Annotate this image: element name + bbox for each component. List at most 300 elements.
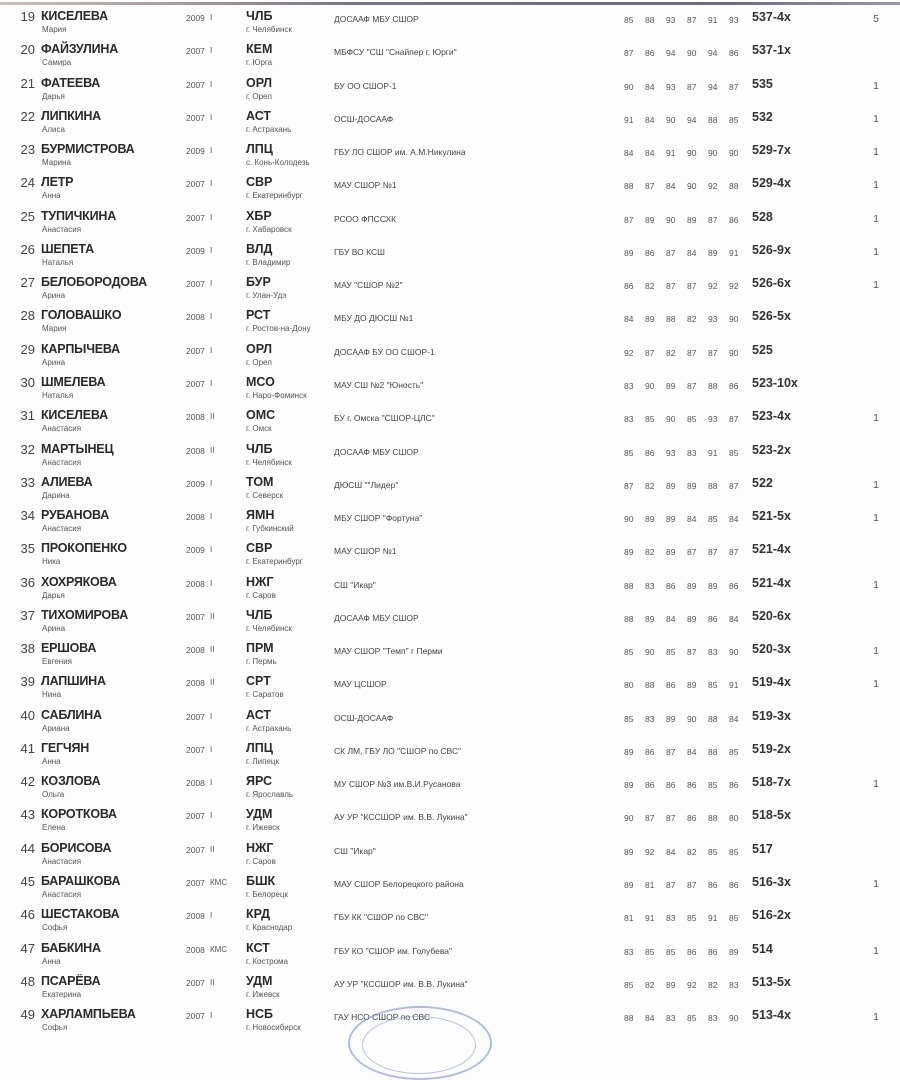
- total-score: 535: [752, 76, 773, 91]
- club-name: ДЮСШ ""Лидер": [334, 479, 399, 490]
- region-code: ВЛД: [246, 241, 273, 256]
- region-code: ОРЛ: [246, 75, 273, 90]
- region-code: БШК: [246, 874, 276, 889]
- series-score: 90: [645, 647, 655, 658]
- athlete-first-name: Анна: [42, 756, 61, 766]
- series-score: 89: [729, 946, 739, 957]
- total-score: 523-4x: [752, 409, 791, 424]
- total-score: 529-4x: [752, 176, 791, 191]
- result-row: [0, 175, 900, 208]
- birth-year: 2009: [186, 146, 205, 157]
- series-score: 84: [666, 846, 676, 857]
- region-code: АСТ: [246, 707, 272, 722]
- athlete-first-name: Анастасия: [42, 224, 82, 234]
- total-score: 519-4x: [752, 675, 791, 690]
- total-score: 529-7x: [752, 143, 791, 158]
- city: г. Челябинск: [246, 623, 292, 633]
- sport-rank: КМС: [210, 944, 228, 954]
- series-score: 94: [708, 81, 718, 92]
- result-row: [0, 575, 900, 608]
- city: г. Кострома: [246, 956, 289, 966]
- birth-year: 2009: [186, 545, 205, 556]
- result-row: [0, 76, 900, 109]
- sport-rank: I: [210, 245, 213, 255]
- athlete-first-name: Дарина: [42, 490, 70, 500]
- series-score: 86: [729, 380, 739, 391]
- series-score: 87: [687, 81, 697, 92]
- series-score: 83: [624, 946, 634, 957]
- place-number: 41: [20, 740, 35, 756]
- series-score: 90: [624, 514, 634, 525]
- region-code: НЖГ: [246, 574, 274, 589]
- club-name: МБУ ДО ДЮСШ №1: [334, 313, 414, 324]
- birth-year: 2009: [186, 478, 205, 489]
- series-score: 84: [687, 746, 697, 757]
- series-score: 92: [687, 979, 697, 990]
- total-score: 525: [752, 342, 773, 357]
- result-row: [0, 608, 900, 641]
- region-code: БУР: [246, 275, 271, 290]
- athlete-surname: ПРОКОПЕНКО: [41, 541, 127, 556]
- club-name: БУ г. Омска "СШОР-ЦЛС": [334, 413, 435, 424]
- series-score: 87: [687, 281, 697, 292]
- athlete-surname: ШЕСТАКОВА: [41, 907, 120, 922]
- series-score: 82: [645, 979, 655, 990]
- birth-year: 2008: [186, 312, 205, 323]
- extra-count: 1: [873, 112, 879, 125]
- series-score: 86: [666, 680, 676, 691]
- sport-rank: I: [210, 46, 213, 56]
- birth-year: 2007: [186, 179, 205, 190]
- region-code: ЧЛБ: [246, 607, 273, 622]
- series-score: 83: [708, 647, 718, 658]
- extra-count: 5: [873, 13, 879, 25]
- series-score: 87: [666, 746, 676, 757]
- series-score: 85: [645, 946, 655, 957]
- athlete-surname: ГОЛОВАШКО: [41, 308, 122, 323]
- city: г. Наро-Фоминск: [246, 390, 307, 400]
- series-score: 86: [645, 247, 655, 258]
- club-name: МУ СШОР №3 им.В.И.Русанова: [334, 779, 461, 790]
- sport-rank: I: [210, 79, 213, 89]
- total-score: 537-1x: [752, 43, 791, 58]
- birth-year: 2009: [186, 13, 205, 23]
- series-score: 82: [708, 979, 718, 990]
- city: г. Саров: [246, 590, 276, 600]
- place-number: 42: [20, 774, 35, 790]
- series-score: 83: [645, 713, 655, 724]
- series-score: 87: [666, 880, 676, 891]
- birth-year: 2007: [186, 711, 205, 722]
- region-code: ПРМ: [246, 641, 274, 656]
- region-code: ТОМ: [246, 474, 274, 489]
- series-score: 84: [645, 148, 655, 159]
- series-score: 88: [708, 114, 718, 125]
- series-score: 86: [729, 880, 739, 891]
- club-name: МАУ "СШОР №2": [334, 280, 403, 291]
- result-row: [0, 42, 900, 75]
- series-score: 87: [708, 214, 718, 225]
- club-name: АУ УР "КССШОР им. В.В. Лукина": [334, 812, 468, 823]
- birth-year: 2007: [186, 878, 205, 889]
- extra-count: 1: [873, 944, 879, 957]
- series-score: 89: [624, 880, 634, 891]
- series-score: 87: [687, 647, 697, 658]
- series-score: 86: [645, 48, 655, 59]
- athlete-surname: ЛАПШИНА: [41, 674, 106, 689]
- series-score: 82: [645, 281, 655, 292]
- region-code: НСБ: [246, 1007, 274, 1022]
- series-score: 85: [687, 1013, 697, 1024]
- city: г. Челябинск: [246, 25, 292, 34]
- athlete-surname: КИСЕЛЕВА: [41, 9, 108, 23]
- city: г. Владимир: [246, 257, 291, 267]
- series-score: 91: [708, 447, 718, 458]
- series-score: 89: [666, 713, 676, 724]
- athlete-first-name: Самира: [42, 58, 72, 68]
- athlete-surname: РУБАНОВА: [41, 508, 110, 523]
- athlete-surname: КОЗЛОВА: [41, 774, 101, 789]
- series-score: 88: [708, 746, 718, 757]
- series-score: 85: [729, 746, 739, 757]
- series-score: 83: [708, 1013, 718, 1024]
- club-name: ДОСААФ МБУ СШОР: [334, 14, 419, 24]
- city: г. Астрахань: [246, 723, 292, 733]
- place-number: 32: [20, 441, 35, 457]
- birth-year: 2007: [186, 744, 205, 755]
- extra-count: 1: [873, 512, 879, 525]
- place-number: 37: [20, 607, 35, 623]
- extra-count: 1: [873, 412, 879, 425]
- result-row: [0, 907, 900, 940]
- place-number: 25: [20, 208, 35, 224]
- series-score: 84: [687, 247, 697, 258]
- result-row: [0, 242, 900, 275]
- total-score: 520-6x: [752, 608, 791, 623]
- series-score: 88: [645, 15, 655, 25]
- athlete-surname: БУРМИСТРОВА: [41, 142, 135, 157]
- region-code: НЖГ: [246, 840, 274, 855]
- athlete-first-name: Арина: [42, 623, 66, 633]
- result-row: [0, 9, 900, 42]
- series-score: 87: [666, 281, 676, 292]
- place-number: 29: [20, 341, 35, 357]
- total-score: 526-9x: [752, 242, 791, 257]
- club-name: ДОСААФ МБУ СШОР: [334, 612, 419, 623]
- place-number: 19: [20, 9, 35, 24]
- result-row: [0, 442, 900, 475]
- athlete-surname: ТИХОМИРОВА: [41, 607, 129, 622]
- total-score: 516-3x: [752, 875, 791, 890]
- series-score: 82: [687, 846, 697, 857]
- series-score: 91: [729, 247, 739, 258]
- series-score: 90: [729, 314, 739, 325]
- result-row: [0, 974, 900, 1007]
- series-score: 87: [624, 214, 634, 225]
- series-score: 84: [624, 314, 634, 325]
- city: г. Челябинск: [246, 457, 292, 467]
- series-score: 82: [645, 547, 655, 558]
- region-code: СРТ: [246, 674, 271, 689]
- sport-rank: II: [210, 611, 215, 621]
- total-score: 523-2x: [752, 442, 791, 457]
- result-row: [0, 641, 900, 674]
- extra-count: 1: [873, 645, 879, 658]
- city: г. Омск: [246, 424, 272, 434]
- series-score: 86: [708, 613, 718, 624]
- series-score: 86: [729, 214, 739, 225]
- sport-rank: I: [210, 212, 213, 222]
- series-score: 86: [624, 281, 634, 292]
- city: г. Саров: [246, 856, 276, 866]
- series-score: 88: [708, 813, 718, 824]
- series-score: 84: [645, 81, 655, 92]
- place-number: 34: [20, 508, 35, 524]
- region-code: КСТ: [246, 940, 270, 955]
- total-score: 521-4x: [752, 575, 791, 590]
- series-score: 91: [708, 913, 718, 924]
- athlete-surname: ХАРЛАМПЬЕВА: [41, 1007, 136, 1022]
- series-score: 83: [624, 414, 634, 425]
- city: г. Екатеринбург: [246, 191, 303, 201]
- series-score: 89: [687, 214, 697, 225]
- birth-year: 2008: [186, 678, 205, 689]
- city: г. Ростов-на-Дону: [246, 324, 311, 334]
- athlete-first-name: Наталья: [42, 257, 74, 267]
- athlete-surname: БАРАШКОВА: [41, 874, 121, 889]
- series-score: 80: [624, 680, 634, 691]
- series-score: 89: [666, 480, 676, 491]
- city: г. Липецк: [246, 756, 279, 766]
- place-number: 46: [20, 907, 35, 923]
- athlete-surname: ШЕПЕТА: [41, 241, 94, 256]
- series-score: 86: [708, 946, 718, 957]
- athlete-first-name: Софья: [42, 923, 68, 933]
- series-score: 89: [624, 846, 634, 857]
- series-score: 86: [687, 813, 697, 824]
- club-name: ГБУ КО "СШОР им. Голубева": [334, 945, 453, 956]
- series-score: 88: [708, 713, 718, 724]
- birth-year: 2008: [186, 645, 205, 656]
- series-score: 83: [729, 979, 739, 990]
- city: г. Новосибирск: [246, 1023, 301, 1033]
- series-score: 86: [708, 880, 718, 891]
- club-name: ОСШ-ДОСААФ: [334, 712, 394, 723]
- series-score: 91: [729, 680, 739, 691]
- series-score: 85: [645, 414, 655, 425]
- series-score: 89: [645, 314, 655, 325]
- series-score: 85: [708, 780, 718, 791]
- city: г. Ижевск: [246, 823, 280, 833]
- series-score: 81: [624, 913, 634, 924]
- series-score: 85: [666, 946, 676, 957]
- club-name: ОСШ-ДОСААФ: [334, 113, 394, 124]
- series-score: 89: [687, 580, 697, 591]
- city: с. Конь-Колодезь: [246, 158, 310, 168]
- series-score: 84: [687, 514, 697, 525]
- series-score: 89: [624, 746, 634, 757]
- sport-rank: II: [210, 678, 215, 688]
- series-score: 85: [624, 979, 634, 990]
- series-score: 89: [645, 214, 655, 225]
- region-code: ЛПЦ: [246, 142, 273, 157]
- athlete-surname: БЕЛОБОРОДОВА: [41, 275, 147, 290]
- city: г. Орел: [246, 91, 272, 101]
- result-row: [0, 142, 900, 175]
- series-score: 88: [666, 314, 676, 325]
- extra-count: 1: [873, 279, 879, 292]
- series-score: 87: [687, 15, 697, 25]
- city: г. Хабаровск: [246, 224, 292, 234]
- total-score: 521-4x: [752, 542, 791, 557]
- sport-rank: КМС: [210, 878, 228, 888]
- result-row: [0, 741, 900, 774]
- result-row: [0, 674, 900, 707]
- series-score: 85: [729, 447, 739, 458]
- club-name: МАУ СШ №2 "Юность": [334, 379, 424, 390]
- birth-year: 2007: [186, 844, 205, 855]
- result-row: [0, 342, 900, 375]
- series-score: 93: [666, 15, 676, 25]
- region-code: СВР: [246, 175, 273, 190]
- series-score: 86: [687, 946, 697, 957]
- series-score: 90: [729, 347, 739, 358]
- club-name: МБФСУ "СШ "Снайпер г. Юрги": [334, 47, 457, 58]
- region-code: ХБР: [246, 208, 272, 223]
- series-score: 90: [729, 1013, 739, 1024]
- athlete-surname: ЛИПКИНА: [41, 108, 102, 123]
- club-name: СШ "Икар": [334, 845, 376, 856]
- region-code: ОРЛ: [246, 341, 273, 356]
- city: г. Северск: [246, 490, 284, 500]
- athlete-first-name: Анна: [42, 956, 61, 966]
- club-name: МАУ СШОР "Темп" г Перми: [334, 646, 443, 657]
- athlete-surname: ФАТЕЕВА: [41, 75, 101, 90]
- city: г. Астрахань: [246, 124, 292, 134]
- series-score: 90: [666, 214, 676, 225]
- athlete-first-name: Мария: [42, 324, 67, 334]
- athlete-surname: КИСЕЛЕВА: [41, 408, 108, 423]
- series-score: 85: [687, 414, 697, 425]
- city: г. Екатеринбург: [246, 557, 303, 567]
- series-score: 88: [624, 580, 634, 591]
- series-score: 83: [624, 380, 634, 391]
- result-row: [0, 408, 900, 441]
- extra-count: 1: [873, 778, 879, 791]
- athlete-surname: БАБКИНА: [41, 940, 101, 955]
- club-name: ГБУ КК "СШОР по СВС": [334, 912, 428, 923]
- city: г. Ярославль: [246, 790, 294, 800]
- series-score: 94: [666, 48, 676, 59]
- athlete-first-name: Анастасия: [42, 424, 82, 434]
- city: г. Саратов: [246, 690, 284, 700]
- series-score: 89: [624, 780, 634, 791]
- region-code: МСО: [246, 374, 275, 389]
- series-score: 85: [624, 647, 634, 658]
- place-number: 39: [20, 674, 35, 690]
- series-score: 87: [708, 547, 718, 558]
- sport-rank: I: [210, 378, 213, 388]
- result-row: [0, 275, 900, 308]
- city: г. Улан-Удэ: [246, 291, 287, 301]
- club-name: МАУ СШОР №1: [334, 546, 397, 557]
- series-score: 90: [624, 813, 634, 824]
- series-score: 90: [687, 48, 697, 59]
- series-score: 91: [666, 148, 676, 159]
- sport-rank: I: [210, 312, 213, 322]
- athlete-first-name: Мария: [42, 25, 67, 34]
- series-score: 88: [624, 181, 634, 192]
- athlete-first-name: Анастасия: [42, 856, 82, 866]
- series-score: 86: [729, 580, 739, 591]
- result-row: [0, 941, 900, 974]
- series-score: 87: [729, 547, 739, 558]
- sport-rank: I: [210, 778, 213, 788]
- result-row: [0, 541, 900, 574]
- region-code: АСТ: [246, 108, 272, 123]
- series-score: 89: [645, 514, 655, 525]
- series-score: 89: [624, 547, 634, 558]
- series-score: 93: [708, 314, 718, 325]
- sport-rank: I: [210, 911, 213, 921]
- club-name: СК ЛМ, ГБУ ЛО "СШОР по СВС": [334, 745, 462, 756]
- series-score: 90: [624, 81, 634, 92]
- birth-year: 2007: [186, 79, 205, 90]
- athlete-first-name: Елена: [42, 823, 66, 833]
- official-stamp-inner: [362, 1016, 476, 1074]
- birth-year: 2008: [186, 578, 205, 589]
- series-score: 89: [666, 514, 676, 525]
- series-score: 93: [708, 414, 718, 425]
- series-score: 89: [708, 247, 718, 258]
- series-score: 89: [687, 680, 697, 691]
- place-number: 26: [20, 241, 35, 257]
- birth-year: 2008: [186, 944, 205, 955]
- series-score: 86: [645, 447, 655, 458]
- series-score: 89: [666, 547, 676, 558]
- athlete-first-name: Софья: [42, 1023, 68, 1033]
- total-score: 537-4x: [752, 10, 791, 24]
- place-number: 22: [20, 108, 35, 124]
- region-code: ЯМН: [246, 508, 275, 523]
- region-code: ЧЛБ: [246, 441, 273, 456]
- total-score: 518-5x: [752, 808, 791, 823]
- total-score: 513-4x: [752, 1008, 791, 1023]
- birth-year: 2008: [186, 778, 205, 789]
- athlete-first-name: Анна: [42, 191, 61, 201]
- series-score: 92: [729, 281, 739, 292]
- result-row: [0, 874, 900, 907]
- series-score: 84: [666, 181, 676, 192]
- athlete-first-name: Анастасия: [42, 890, 82, 900]
- total-score: 514: [752, 941, 773, 956]
- athlete-surname: БОРИСОВА: [41, 840, 112, 855]
- birth-year: 2009: [186, 245, 205, 256]
- sport-rank: II: [210, 977, 215, 987]
- place-number: 49: [20, 1007, 35, 1023]
- sport-rank: I: [210, 744, 213, 754]
- top-rule: [0, 2, 900, 5]
- club-name: ГБУ ЛО СШОР им. А.М.Никулина: [334, 147, 466, 158]
- series-score: 83: [666, 913, 676, 924]
- series-score: 89: [708, 580, 718, 591]
- series-score: 89: [645, 613, 655, 624]
- extra-count: 1: [873, 245, 879, 258]
- place-number: 23: [20, 142, 35, 158]
- series-score: 85: [729, 114, 739, 125]
- series-score: 85: [687, 913, 697, 924]
- athlete-first-name: Анастасия: [42, 524, 82, 534]
